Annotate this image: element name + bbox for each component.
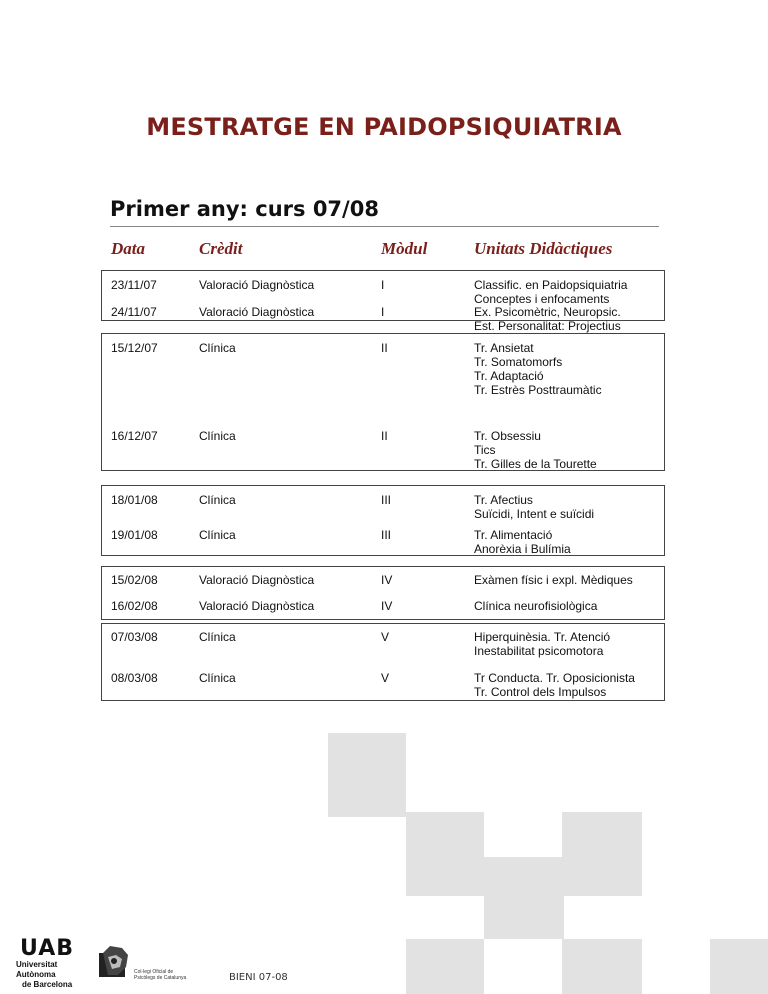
cell-date: 15/02/08 [111, 573, 158, 587]
cell-unitats [474, 493, 594, 521]
unitat-line: Tr. Ansietat [474, 341, 534, 355]
unitat-line: Tr Conducta. Tr. Oposicionista [474, 671, 635, 685]
unitat-line: Tr. Afectius [474, 493, 533, 507]
unitat-line: Tr. Somatomorfs [474, 355, 563, 369]
cell-credit: Clínica [199, 528, 236, 542]
uab-mark: UAB [20, 936, 74, 961]
unitat-line: Tr. Adaptació [474, 369, 544, 383]
cell-modul: V [381, 671, 390, 685]
cell-modul: IV [381, 573, 393, 587]
cell-credit: Valoració Diagnòstica [199, 599, 315, 613]
table-group [101, 566, 665, 620]
cell-date: 16/02/08 [111, 599, 158, 613]
cell-modul: IV [381, 599, 393, 613]
uab-text-line: de Barcelona [22, 980, 73, 989]
decor-square [562, 939, 642, 994]
cell-modul: V [381, 630, 390, 644]
page-title: MESTRATGE EN PAIDOPSIQUIATRIA [146, 113, 622, 141]
cell-modul: I [381, 305, 385, 319]
header-unitats: Unitats Didàctiques [474, 239, 613, 258]
cell-credit: Clínica [199, 630, 236, 644]
unitat-line: Est. Personalitat: Projectius [474, 319, 621, 333]
divider [110, 226, 659, 227]
unitat-line: Tr. Estrès Posttraumàtic [474, 383, 602, 397]
cell-unitats [474, 429, 597, 471]
cell-date: 24/11/07 [111, 305, 157, 319]
decor-square [710, 939, 768, 994]
cell-credit: Clínica [199, 493, 236, 507]
decor-square [484, 857, 564, 939]
cell-date: 07/03/08 [111, 630, 158, 644]
cell-unitats [474, 528, 571, 556]
unitat-line: Classific. en Paidopsiquiatria [474, 278, 628, 292]
decor-square [406, 939, 484, 994]
section-subtitle: Primer any: curs 07/08 [110, 197, 379, 221]
cell-credit: Valoració Diagnòstica [199, 278, 315, 292]
decor-square [406, 812, 484, 896]
unitat-line: Anorèxia i Bulímia [474, 542, 571, 556]
uab-logo [16, 938, 82, 990]
unitat-line: Exàmen físic i expl. Mèdiques [474, 573, 633, 587]
unitat-line: Tics [474, 443, 496, 457]
cell-unitats [474, 599, 597, 613]
unitat-line: Tr. Alimentació [474, 528, 553, 542]
table-group [101, 485, 665, 556]
cell-credit: Clínica [199, 341, 236, 355]
cell-date: 19/01/08 [111, 528, 158, 542]
copc-text-line: Col·legi Oficial de [134, 969, 174, 975]
header-modul: Mòdul [381, 239, 428, 258]
header-data: Data [111, 239, 145, 258]
cell-credit: Clínica [199, 671, 236, 685]
copc-text-line: Psicòlegs de Catalunya [134, 975, 187, 981]
unitat-line: Hiperquinèsia. Tr. Atenció [474, 630, 611, 644]
cell-unitats [474, 278, 627, 306]
cell-unitats [474, 305, 621, 333]
table-group [101, 270, 665, 333]
cell-modul: III [381, 493, 392, 507]
uab-logo-text [16, 960, 82, 990]
table-group [101, 333, 665, 471]
cell-modul: III [381, 528, 392, 542]
header-credit: Crèdit [199, 239, 243, 258]
footer-label: BIENI 07-08 [229, 972, 288, 983]
cell-modul: II [381, 429, 388, 443]
copc-emblem-icon [98, 945, 130, 979]
unitat-line: Inestabilitat psicomotora [474, 644, 604, 658]
unitat-line: Ex. Psicomètric, Neuropsic. [474, 305, 621, 319]
cell-unitats [474, 671, 635, 699]
unitat-line: Tr. Control dels Impulsos [474, 685, 607, 699]
cell-credit: Valoració Diagnòstica [199, 573, 315, 587]
unitat-line: Tr. Gilles de la Tourette [474, 457, 597, 471]
unitat-line: Tr. Obsessiu [474, 429, 541, 443]
decor-square [562, 812, 642, 896]
cell-date: 16/12/07 [111, 429, 158, 443]
table-group [101, 623, 665, 701]
cell-credit: Valoració Diagnòstica [199, 305, 315, 319]
unitat-line: Clínica neurofisiològica [474, 599, 598, 613]
copc-logo-text [134, 969, 186, 981]
uab-text-line: Universitat Autònoma [16, 960, 58, 979]
cell-date: 23/11/07 [111, 278, 157, 292]
unitat-line: Suïcidi, Intent e suïcidi [474, 507, 595, 521]
cell-date: 15/12/07 [111, 341, 158, 355]
cell-unitats [474, 341, 602, 397]
cell-unitats [474, 630, 610, 658]
decor-square [328, 733, 406, 817]
cell-unitats [474, 573, 633, 587]
cell-modul: I [381, 278, 385, 292]
cell-date: 08/03/08 [111, 671, 158, 685]
copc-logo [98, 945, 187, 984]
cell-date: 18/01/08 [111, 493, 158, 507]
cell-modul: II [381, 341, 388, 355]
cell-credit: Clínica [199, 429, 236, 443]
unitat-line: Conceptes i enfocaments [474, 292, 610, 306]
